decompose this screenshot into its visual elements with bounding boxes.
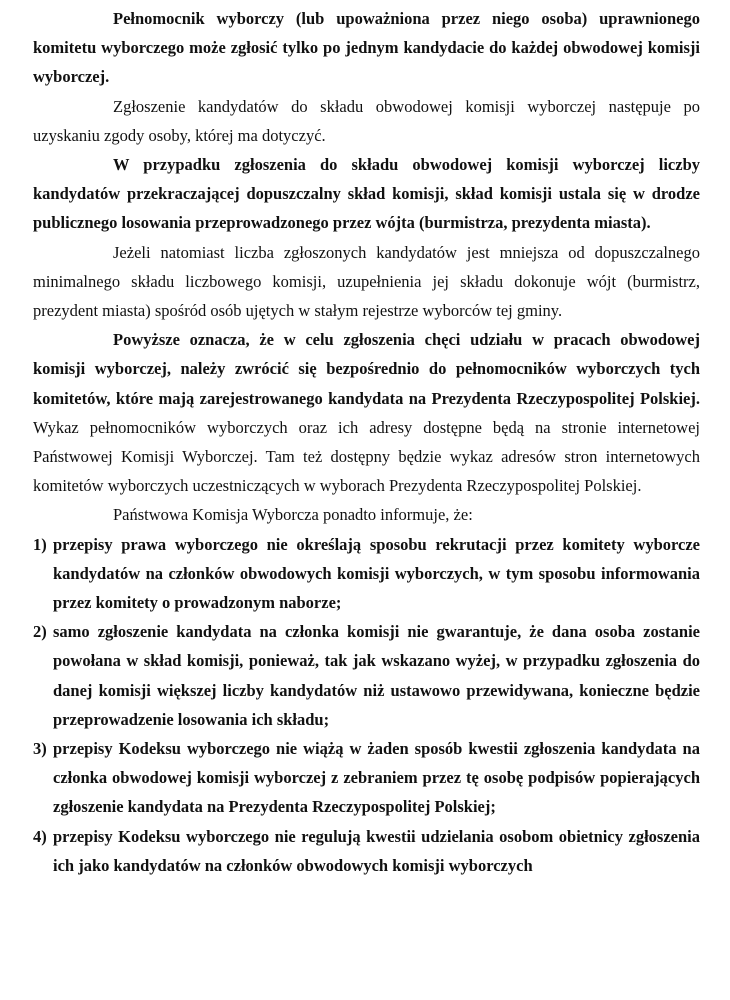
paragraph-pkw-informs: Państwowa Komisja Wyborcza ponadto informuje, że:	[113, 505, 473, 525]
paragraph-how-to-apply	[33, 325, 700, 500]
list-item-text: przepisy prawa wyborczego nie określają sposobu rekrutacji przez komitety wyborcze kandydatów na członków obwodowych komisji wyborczych, w tym sposobu informowania przez komitety o prowadzonym naborze;	[53, 534, 700, 613]
list-item-number: 1)	[33, 534, 47, 554]
list-item-number: 2)	[33, 622, 47, 642]
list-item-text: przepisy Kodeksu wyborczego nie wiążą w żaden sposób kwestii zgłoszenia kandydata na członka obwodowej komisji wyborczej z zebraniem przez tę osobę podpisów popierających zgłoszenie kandydata na Prezydenta Rzeczypospolitej Polskiej;	[53, 739, 700, 817]
list-item	[33, 617, 700, 734]
paragraph-excess-candidates: W przypadku zgłoszenia do składu obwodowej komisji wyborczej liczby kandydatów przekraczającej dopuszczalny skład komisji, skład komisji ustala się w drodze publicznego losowania przeprowadzonego przez wójta (burmistrza, prezydenta miasta).	[33, 155, 700, 233]
list-item-number: 3)	[33, 739, 47, 759]
information-list	[33, 530, 700, 880]
paragraph-consent: Zgłoszenie kandydatów do składu obwodowej komisji wyborczej następuje po uzyskaniu zgody osoby, której ma dotyczyć.	[33, 96, 700, 145]
how-to-apply-bold-text: Powyższe oznacza, że w celu zgłoszenia chęci udziału w pracach obwodowej komisji wyborczej, należy zwrócić się bezpośrednio do pełnomocników wyborczych tych komitetów, które mają zarejestrowanego kandydata na Prezydenta Rzeczypospolitej Polskiej.	[33, 330, 700, 408]
list-item	[33, 734, 700, 822]
document-page	[33, 4, 700, 880]
list-item-number: 4)	[33, 826, 47, 846]
list-item-text: przepisy Kodeksu wyborczego nie regulują kwestii udzielania osobom obietnicy zgłoszenia ich jako kandydatów na członków obwodowych komisji wyborczych	[53, 826, 700, 875]
list-item	[33, 530, 700, 618]
how-to-apply-normal-text: Wykaz pełnomocników wyborczych oraz ich adresy dostępne będą na stronie internetowej Państwowej Komisji Wyborczej. Tam też dostępny będzie wykaz adresów stron internetowych komitetów wyborczych uczestniczących w wyborach Prezydenta Rzeczypospolitej Polskiej.	[33, 417, 700, 496]
paragraph-insufficient-candidates: Jeżeli natomiast liczba zgłoszonych kandydatów jest mniejsza od dopuszczalnego minimalnego składu liczbowego komisji, uzupełnienia jej składu dokonuje wójt (burmistrz, prezydent miasta) spośród osób ujętych w stałym rejestrze wyborców tej gminy.	[33, 242, 700, 321]
paragraph-proxy-submission: Pełnomocnik wyborczy (lub upoważniona przez niego osoba) uprawnionego komitetu wyborczego może zgłosić tylko po jednym kandydacie do każdej obwodowej komisji wyborczej.	[33, 9, 700, 87]
list-item	[33, 822, 700, 880]
list-item-text: samo zgłoszenie kandydata na członka komisji nie gwarantuje, że dana osoba zostanie powołana w skład komisji, ponieważ, tak jak wskazano wyżej, w przypadku zgłoszenia do danej komisji większej liczby kandydatów niż ustawowo przewidywana, konieczne będzie przeprowadzenie losowania ich składu;	[53, 622, 700, 729]
